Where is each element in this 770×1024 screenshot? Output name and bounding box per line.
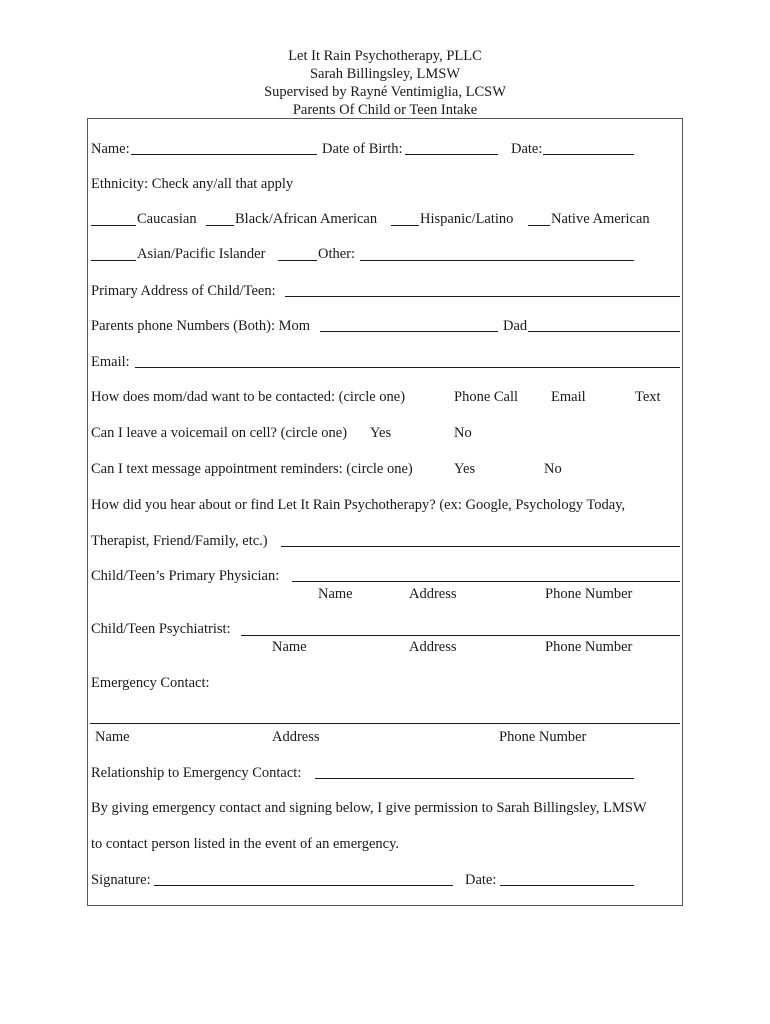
email-field[interactable] [135, 367, 680, 368]
hispanic-latino-option: Hispanic/Latino [420, 211, 514, 227]
email-label: Email: [91, 354, 130, 370]
caucasian-option: Caucasian [137, 211, 197, 227]
voicemail-option-no[interactable]: No [454, 425, 472, 441]
referral-field[interactable] [281, 546, 680, 547]
psychiatrist-field[interactable] [241, 635, 680, 636]
referral-examples: Therapist, Friend/Family, etc.) [91, 533, 268, 549]
date-label: Date: [511, 141, 543, 157]
physician-phone-caption: Phone Number [545, 586, 633, 602]
psychiatrist-address-caption: Address [409, 639, 457, 655]
emergency-address-caption: Address [272, 729, 320, 745]
dad-phone-label: Dad [503, 318, 528, 334]
address-field[interactable] [285, 296, 680, 297]
asian-pacific-islander-option: Asian/Pacific Islander [137, 246, 266, 262]
signature-field[interactable] [154, 885, 453, 886]
emergency-contact-field[interactable] [90, 723, 680, 724]
native-american-checkbox[interactable] [528, 225, 550, 226]
name-label: Name: [91, 141, 130, 157]
voicemail-option-yes[interactable]: Yes [370, 425, 392, 441]
black-african-american-option: Black/African American [235, 211, 378, 227]
signature-label: Signature: [91, 872, 151, 888]
caucasian-checkbox[interactable] [91, 225, 136, 226]
contact-option-email[interactable]: Email [551, 389, 586, 405]
physician-address-caption: Address [409, 586, 457, 602]
consent-text-line2: to contact person listed in the event of an emergency. [91, 836, 400, 852]
name-field[interactable] [131, 154, 317, 155]
dob-label: Date of Birth: [322, 141, 403, 157]
physician-field[interactable] [292, 581, 680, 582]
psychiatrist-label: Child/Teen Psychiatrist: [91, 621, 231, 637]
dad-phone-field[interactable] [528, 331, 680, 332]
signature-date-label: Date: [465, 872, 497, 888]
psychiatrist-phone-caption: Phone Number [545, 639, 633, 655]
contact-option-phone-call[interactable]: Phone Call [454, 389, 519, 405]
emergency-phone-caption: Phone Number [499, 729, 587, 745]
other-checkbox[interactable] [278, 260, 317, 261]
emergency-contact-label: Emergency Contact: [91, 675, 210, 691]
date-field[interactable] [543, 154, 634, 155]
ethnicity-label: Ethnicity: Check any/all that apply [91, 176, 294, 192]
psychiatrist-name-caption: Name [272, 639, 307, 655]
mom-phone-field[interactable] [320, 331, 498, 332]
emergency-name-caption: Name [95, 729, 130, 745]
physician-name-caption: Name [318, 586, 353, 602]
native-american-option: Native American [551, 211, 650, 227]
clinician-name: Sarah Billingsley, LMSW [309, 66, 461, 82]
asian-pacific-islander-checkbox[interactable] [91, 260, 136, 261]
text-reminder-option-yes[interactable]: Yes [454, 461, 476, 477]
relationship-label: Relationship to Emergency Contact: [91, 765, 302, 781]
form-header [0, 47, 770, 119]
contact-question: How does mom/dad want to be contacted: (circle one) [91, 389, 406, 405]
other-ethnicity-field[interactable] [360, 260, 634, 261]
practice-name: Let It Rain Psychotherapy, PLLC [288, 48, 482, 64]
hispanic-latino-checkbox[interactable] [391, 225, 419, 226]
consent-text-line1: By giving emergency contact and signing below, I give permission to Sarah Billingsley, LMSW [91, 800, 647, 816]
signature-date-field[interactable] [500, 885, 634, 886]
contact-option-text[interactable]: Text [635, 389, 661, 405]
text-reminder-question: Can I text message appointment reminders: (circle one) [91, 461, 413, 477]
other-option: Other: [318, 246, 356, 262]
mom-phone-label: Parents phone Numbers (Both): Mom [91, 318, 311, 334]
dob-field[interactable] [405, 154, 498, 155]
voicemail-question: Can I leave a voicemail on cell? (circle one) [91, 425, 348, 441]
address-label: Primary Address of Child/Teen: [91, 283, 276, 299]
supervisor-line: Supervised by Rayné Ventimiglia, LCSW [264, 84, 506, 100]
referral-question: How did you hear about or find Let It Rain Psychotherapy? (ex: Google, Psychology Today, [91, 497, 626, 513]
form-title: Parents Of Child or Teen Intake [292, 102, 478, 118]
physician-label: Child/Teen’s Primary Physician: [91, 568, 280, 584]
text-reminder-option-no[interactable]: No [544, 461, 562, 477]
black-african-american-checkbox[interactable] [206, 225, 234, 226]
relationship-field[interactable] [315, 778, 634, 779]
